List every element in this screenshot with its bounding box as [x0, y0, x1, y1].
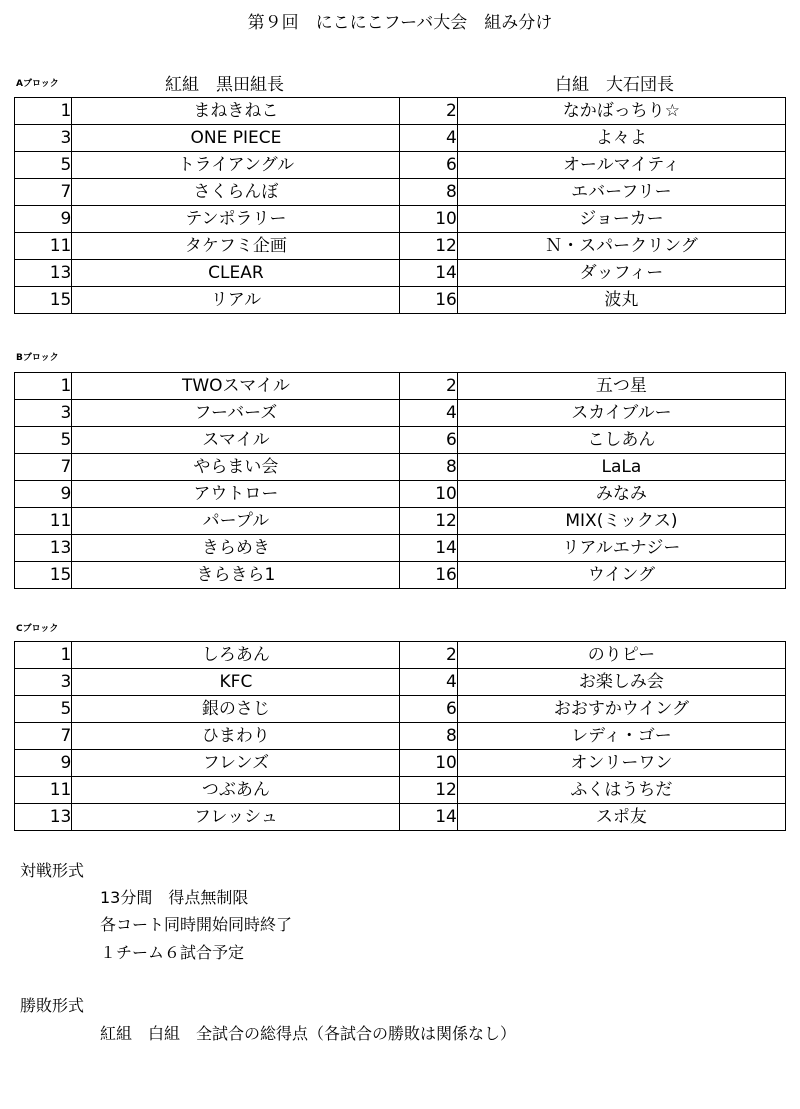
team-name: ひまわり: [72, 723, 400, 750]
team-name: パープル: [72, 508, 400, 535]
match-number: 9: [15, 481, 72, 508]
match-number: 10: [400, 481, 457, 508]
team-name: きらきら1: [72, 562, 400, 589]
team-name: 銀のさじ: [72, 696, 400, 723]
match-number: 6: [400, 427, 457, 454]
table-row: [15, 535, 786, 562]
match-number: 7: [15, 179, 72, 206]
match-format-line: 13分間 得点無制限: [100, 888, 249, 907]
table-row: [15, 98, 786, 125]
match-number: 3: [15, 400, 72, 427]
table-row: [15, 260, 786, 287]
team-name: 波丸: [457, 287, 785, 314]
match-number: 6: [400, 152, 457, 179]
match-number: 5: [15, 427, 72, 454]
team-name: やらまい会: [72, 454, 400, 481]
match-number: 16: [400, 287, 457, 314]
match-number: 15: [15, 287, 72, 314]
match-number: 14: [400, 535, 457, 562]
match-format-line: １チーム６試合予定: [100, 943, 245, 962]
table-row: [15, 454, 786, 481]
match-number: 10: [400, 750, 457, 777]
match-number: 1: [15, 98, 72, 125]
team-name: ふくはうちだ: [457, 777, 785, 804]
table-row: [15, 777, 786, 804]
team-name: きらめき: [72, 535, 400, 562]
team-name: リアル: [72, 287, 400, 314]
team-name: のりピー: [457, 642, 785, 669]
team-name: フーバーズ: [72, 400, 400, 427]
match-number: 2: [400, 98, 457, 125]
match-number: 11: [15, 777, 72, 804]
match-number: 1: [15, 642, 72, 669]
team-name: ウイング: [457, 562, 785, 589]
team-name: なかばっちり☆: [457, 98, 785, 125]
team-name: エバーフリー: [457, 179, 785, 206]
match-number: 3: [15, 125, 72, 152]
table-row: [15, 179, 786, 206]
team-name: KFC: [72, 669, 400, 696]
table-row: [15, 669, 786, 696]
match-number: 4: [400, 400, 457, 427]
page-title: 第９回 にこにこフーバ大会 組み分け: [247, 13, 553, 33]
match-number: 12: [400, 233, 457, 260]
team-name: 五つ星: [457, 373, 785, 400]
win-format-heading: 勝敗形式: [20, 996, 85, 1015]
match-format-line: 各コート同時開始同時終了: [100, 915, 293, 934]
table-row: [15, 427, 786, 454]
table-row: [15, 696, 786, 723]
team-name: オールマイティ: [457, 152, 785, 179]
team-name: テンポラリー: [72, 206, 400, 233]
team-name: トライアングル: [72, 152, 400, 179]
table-row: [15, 233, 786, 260]
match-number: 13: [15, 535, 72, 562]
team-name: スポ友: [457, 804, 785, 831]
block-label-a: Aブロック: [16, 79, 59, 89]
team-name: スカイブルー: [457, 400, 785, 427]
table-row: [15, 508, 786, 535]
team-name: おおすかウイング: [457, 696, 785, 723]
match-number: 4: [400, 669, 457, 696]
match-number: 13: [15, 804, 72, 831]
table-row: [15, 804, 786, 831]
team-name: アウトロー: [72, 481, 400, 508]
match-number: 8: [400, 723, 457, 750]
table-row: [15, 152, 786, 179]
match-number: 14: [400, 804, 457, 831]
match-number: 7: [15, 723, 72, 750]
match-number: 11: [15, 508, 72, 535]
team-name: タケフミ企画: [72, 233, 400, 260]
team-name: スマイル: [72, 427, 400, 454]
match-number: 5: [15, 696, 72, 723]
team-name: みなみ: [457, 481, 785, 508]
match-number: 10: [400, 206, 457, 233]
team-name: レディ・ゴー: [457, 723, 785, 750]
table-row: [15, 750, 786, 777]
match-number: 12: [400, 777, 457, 804]
block-label-b: Bブロック: [16, 353, 59, 363]
match-number: 7: [15, 454, 72, 481]
red-team-header: 紅組 黒田組長: [165, 75, 284, 95]
match-number: 9: [15, 750, 72, 777]
match-number: 12: [400, 508, 457, 535]
team-name: MIX(ミックス): [457, 508, 785, 535]
team-name: つぶあん: [72, 777, 400, 804]
team-name: フレッシュ: [72, 804, 400, 831]
table-row: [15, 287, 786, 314]
team-name: TWOスマイル: [72, 373, 400, 400]
win-format-line: 紅組 白組 全試合の総得点（各試合の勝敗は関係なし）: [100, 1024, 517, 1043]
team-name: ONE PIECE: [72, 125, 400, 152]
table-row: [15, 642, 786, 669]
table-row: [15, 562, 786, 589]
match-format-heading: 対戦形式: [20, 861, 85, 880]
team-name: ジョーカー: [457, 206, 785, 233]
team-name: よ々よ: [457, 125, 785, 152]
team-name: しろあん: [72, 642, 400, 669]
match-number: 6: [400, 696, 457, 723]
table-row: [15, 481, 786, 508]
team-name: さくらんぼ: [72, 179, 400, 206]
team-name: フレンズ: [72, 750, 400, 777]
block-b-table: [14, 372, 786, 589]
table-row: [15, 400, 786, 427]
match-number: 8: [400, 179, 457, 206]
match-number: 14: [400, 260, 457, 287]
white-team-header: 白組 大石団長: [555, 75, 674, 95]
match-number: 3: [15, 669, 72, 696]
team-name: こしあん: [457, 427, 785, 454]
table-row: [15, 373, 786, 400]
block-c-table: [14, 641, 786, 831]
match-number: 9: [15, 206, 72, 233]
team-name: Ｎ・スパークリング: [457, 233, 785, 260]
team-name: オンリーワン: [457, 750, 785, 777]
match-number: 15: [15, 562, 72, 589]
team-name: まねきねこ: [72, 98, 400, 125]
table-row: [15, 206, 786, 233]
team-name: CLEAR: [72, 260, 400, 287]
block-label-c: Cブロック: [16, 624, 59, 634]
team-name: お楽しみ会: [457, 669, 785, 696]
match-number: 5: [15, 152, 72, 179]
match-number: 4: [400, 125, 457, 152]
team-name: リアルエナジー: [457, 535, 785, 562]
team-name: LaLa: [457, 454, 785, 481]
block-a-table: [14, 97, 786, 314]
match-number: 8: [400, 454, 457, 481]
match-number: 13: [15, 260, 72, 287]
match-number: 1: [15, 373, 72, 400]
match-number: 2: [400, 373, 457, 400]
match-number: 2: [400, 642, 457, 669]
team-name: ダッフィー: [457, 260, 785, 287]
match-number: 11: [15, 233, 72, 260]
table-row: [15, 723, 786, 750]
match-number: 16: [400, 562, 457, 589]
table-row: [15, 125, 786, 152]
